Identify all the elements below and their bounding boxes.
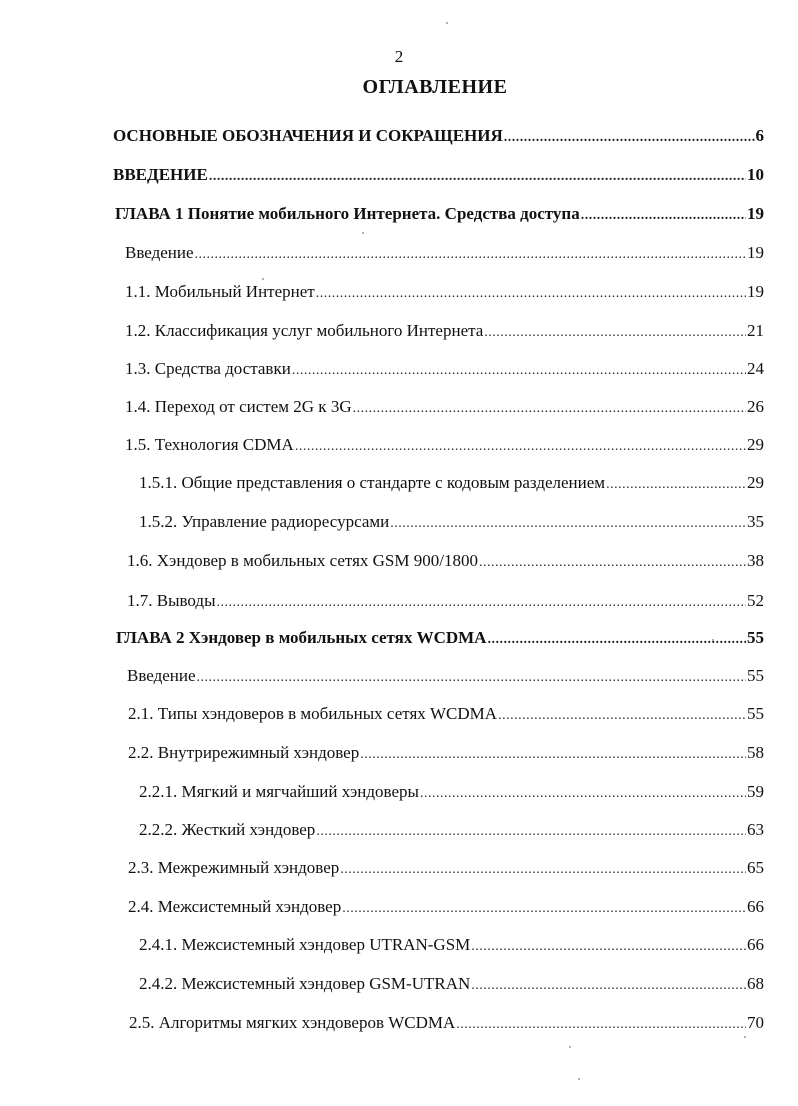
toc-entry[interactable]: [128, 857, 764, 881]
toc-entry-page: 19: [747, 282, 764, 301]
toc-entry[interactable]: [128, 896, 764, 920]
scan-speck: [569, 1046, 571, 1048]
toc-entry-label: 1.2. Классификация услуг мобильного Интернета: [125, 321, 484, 340]
toc-leader-dots: [606, 474, 746, 496]
toc-entry[interactable]: [139, 511, 764, 535]
toc-entry-page: 70: [747, 1013, 764, 1032]
toc-entry-page: 29: [747, 473, 764, 492]
toc-entry-page: 58: [747, 743, 764, 762]
toc-leader-dots: [390, 513, 746, 535]
toc-entry-label: 1.5.2. Управление радиоресурсами: [139, 512, 390, 531]
toc-leader-dots: [456, 1014, 746, 1036]
toc-entry[interactable]: [127, 550, 764, 574]
toc-entry-page: 35: [747, 512, 764, 531]
toc-entry-label: 1.1. Мобильный Интернет: [125, 282, 315, 301]
toc-leader-dots: [498, 705, 746, 727]
toc-entry-label: ГЛАВА 2 Хэндовер в мобильных сетях WCDMA: [116, 628, 487, 647]
toc-entry-page: 55: [747, 666, 764, 685]
toc-entry-label: 1.5. Технология CDMA: [125, 435, 294, 454]
scan-speck: [262, 278, 264, 280]
toc-entry-page: 68: [747, 974, 764, 993]
toc-entry-label: ОСНОВНЫЕ ОБОЗНАЧЕНИЯ И СОКРАЩЕНИЯ: [113, 126, 503, 145]
toc-entry[interactable]: [125, 320, 764, 344]
toc-entry-label: Введение: [125, 243, 194, 262]
toc-leader-dots: [420, 783, 746, 805]
scan-speck: [712, 639, 714, 641]
toc-entry[interactable]: [128, 742, 764, 766]
toc-entry-label: 2.4. Межсистемный хэндовер: [128, 897, 342, 916]
toc-leader-dots: [292, 360, 746, 382]
toc-entry-label: 1.4. Переход от систем 2G к 3G: [125, 397, 352, 416]
toc-entry-page: 55: [747, 628, 764, 647]
toc-entry-page: 55: [747, 704, 764, 723]
toc-entry-label: 2.3. Межрежимный хэндовер: [128, 858, 340, 877]
toc-leader-dots: [484, 322, 746, 344]
toc-entry[interactable]: [113, 125, 764, 149]
toc-leader-dots: [209, 166, 746, 188]
toc-entry-page: 19: [747, 204, 764, 223]
toc-entry-label: 2.4.2. Межсистемный хэндовер GSM-UTRAN: [139, 974, 471, 993]
toc-leader-dots: [316, 283, 746, 305]
toc-entry-label: 1.7. Выводы: [127, 591, 216, 610]
toc-entry-label: 2.2.1. Мягкий и мягчайший хэндоверы: [139, 782, 419, 801]
toc-leader-dots: [479, 552, 746, 574]
toc-entry-label: ВВЕДЕНИЕ: [113, 165, 208, 184]
toc-entry[interactable]: [125, 242, 764, 266]
toc-leader-dots: [342, 898, 746, 920]
toc-leader-dots: [581, 205, 746, 227]
toc-leader-dots: [353, 398, 746, 420]
toc-entry[interactable]: [125, 396, 764, 420]
toc-title: ОГЛАВЛЕНИЕ: [362, 76, 508, 98]
toc-entry[interactable]: [116, 627, 764, 651]
scan-speck: [446, 22, 448, 24]
toc-entry-page: 26: [747, 397, 764, 416]
toc-entry-label: 2.2. Внутрирежимный хэндовер: [128, 743, 360, 762]
toc-leader-dots: [195, 244, 746, 266]
toc-leader-dots: [316, 821, 746, 843]
toc-entry[interactable]: [125, 281, 764, 305]
toc-entry-label: ГЛАВА 1 Понятие мобильного Интернета. Средства доступа: [115, 204, 580, 223]
toc-entry-page: 38: [747, 551, 764, 570]
toc-leader-dots: [295, 436, 746, 458]
page-number: 2: [394, 47, 404, 66]
toc-entry-page: 6: [755, 126, 764, 145]
toc-entry[interactable]: [128, 703, 764, 727]
toc-entry-page: 66: [747, 935, 764, 954]
scan-speck: [744, 1036, 746, 1038]
toc-entry[interactable]: [127, 665, 764, 689]
toc-entry[interactable]: [139, 472, 764, 496]
toc-entry[interactable]: [139, 934, 764, 958]
toc-entry[interactable]: [139, 819, 764, 843]
toc-leader-dots: [197, 667, 746, 689]
toc-entry-page: 19: [747, 243, 764, 262]
toc-entry[interactable]: [127, 590, 764, 614]
toc-entry-label: 2.1. Типы хэндоверов в мобильных сетях WCDMA: [128, 704, 498, 723]
toc-entry-label: 1.6. Хэндовер в мобильных сетях GSM 900/1800: [127, 551, 478, 570]
toc-entry-page: 66: [747, 897, 764, 916]
toc-entry[interactable]: [139, 781, 764, 805]
toc-entry[interactable]: [129, 1012, 764, 1036]
toc-entry-label: 1.5.1. Общие представления о стандарте с кодовым разделением: [139, 473, 606, 492]
toc-entry-label: 2.4.1. Межсистемный хэндовер UTRAN-GSM: [139, 935, 471, 954]
toc-entry-page: 24: [747, 359, 764, 378]
toc-entry-page: 10: [747, 165, 764, 184]
toc-entry-page: 21: [747, 321, 764, 340]
toc-leader-dots: [504, 127, 755, 149]
toc-leader-dots: [471, 975, 746, 997]
scan-speck: [362, 232, 364, 234]
toc-leader-dots: [340, 859, 746, 881]
toc-leader-dots: [487, 629, 746, 651]
toc-entry[interactable]: [113, 164, 764, 188]
toc-entry-label: Введение: [127, 666, 196, 685]
toc-entry-page: 52: [747, 591, 764, 610]
toc-entry-page: 65: [747, 858, 764, 877]
toc-entry-label: 2.2.2. Жесткий хэндовер: [139, 820, 316, 839]
toc-entry[interactable]: [115, 203, 764, 227]
toc-entry[interactable]: [125, 358, 764, 382]
toc-entry[interactable]: [139, 973, 764, 997]
toc-leader-dots: [471, 936, 746, 958]
toc-leader-dots: [217, 592, 746, 614]
toc-entry-page: 63: [747, 820, 764, 839]
scan-speck: [578, 1078, 580, 1080]
toc-entry[interactable]: [125, 434, 764, 458]
toc-entry-page: 59: [747, 782, 764, 801]
toc-entry-page: 29: [747, 435, 764, 454]
toc-entry-label: 1.3. Средства доставки: [125, 359, 291, 378]
toc-leader-dots: [360, 744, 746, 766]
toc-entry-label: 2.5. Алгоритмы мягких хэндоверов WCDMA: [129, 1013, 456, 1032]
